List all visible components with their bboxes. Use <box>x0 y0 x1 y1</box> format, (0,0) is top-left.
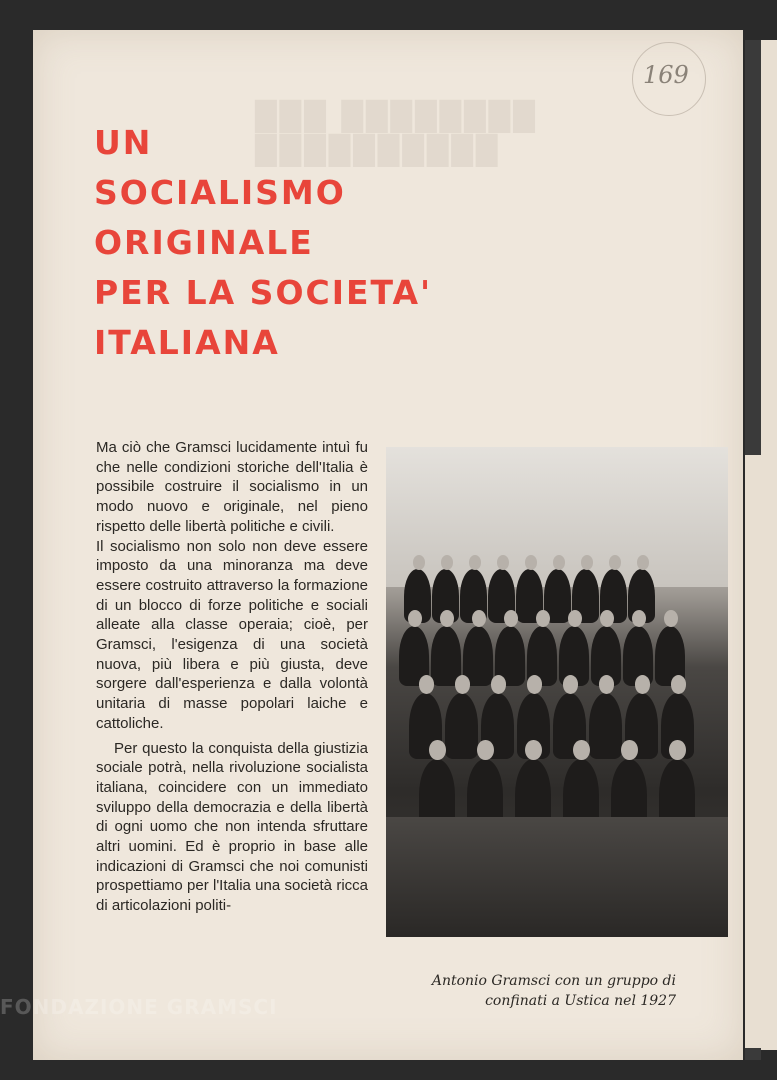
photo-person-head <box>525 740 542 760</box>
title-line: PER LA SOCIETA' <box>94 273 433 312</box>
photo-person <box>445 693 478 759</box>
photo-person-head <box>429 740 446 760</box>
photo-person-head <box>637 555 650 570</box>
page-edge-band <box>745 1048 761 1060</box>
show-through-text: ███ ████████ ██████████ <box>255 100 538 167</box>
photo-person-head <box>563 675 578 694</box>
photo-person-head <box>477 740 494 760</box>
title-line: UN <box>94 123 153 162</box>
photo-person-head <box>419 675 434 694</box>
photo-person-head <box>671 675 686 694</box>
photo-person-head <box>491 675 506 694</box>
photo-person-head <box>472 610 486 627</box>
photo-person-head <box>525 555 538 570</box>
photo-person-head <box>599 675 614 694</box>
photo-caption: Antonio Gramsci con un gruppo di confinati a Ustica nel 1927 <box>431 973 676 1009</box>
photo-person-head <box>635 675 650 694</box>
photo-person-head <box>568 610 582 627</box>
photo-person-head <box>664 610 678 627</box>
group-photo <box>386 447 728 937</box>
photo-person-head <box>553 555 566 570</box>
photo-person-head <box>504 610 518 627</box>
photo-person-head <box>413 555 426 570</box>
watermark: FONDAZIONE GRAMSCI <box>0 995 278 1019</box>
photo-person <box>589 693 622 759</box>
paragraph: Per questo la conquista della giustizia sociale potrà, nella rivoluzione socialista italiana, coincidere con un immediato sviluppo della democrazia e della libertà di ogni uomo che non intenda sfruttare altri uomini. Ed è proprio in base alle indicazioni di Gramsci che noi comunisti prospettiamo per l'Italia una società ricca di articolazioni politi- <box>96 739 368 915</box>
photo-person-head <box>669 740 686 760</box>
photo-ground <box>386 817 728 937</box>
photo-crowd <box>398 535 716 825</box>
photo-person-head <box>536 610 550 627</box>
article-body <box>96 438 368 916</box>
photo-person-head <box>469 555 482 570</box>
title-line: ORIGINALE <box>94 223 314 262</box>
photo-person-head <box>573 740 590 760</box>
article-title <box>94 118 432 368</box>
photo-person-head <box>455 675 470 694</box>
page-number-stamp <box>632 42 706 116</box>
photo-person-head <box>600 610 614 627</box>
page-edge-band <box>745 40 761 455</box>
photo-person-head <box>408 610 422 627</box>
photo-person-head <box>441 555 454 570</box>
photo-person-head <box>621 740 638 760</box>
photo-person-head <box>609 555 622 570</box>
photo-person-head <box>581 555 594 570</box>
photo-person-head <box>527 675 542 694</box>
page-number: 169 <box>643 61 689 89</box>
title-line: ITALIANA <box>94 323 280 362</box>
photo-person-head <box>440 610 454 627</box>
paragraph: Il socialismo non solo non deve essere imposto da una minoranza ma deve essere costruito attraverso la formazione di un blocco di forze politiche e sociali alleate alla classe operaia; cioè, per Gramsci, l'esigenza di una società nuova, più libera e più giusta, deve sorgere dall'esperienza e dalla volontà unitaria di masse popolari laiche e cattoliche. <box>96 537 368 732</box>
title-line: SOCIALISMO <box>94 173 346 212</box>
paragraph: Ma ciò che Gramsci lucidamente intuì fu che nelle condizioni storiche dell'Italia è possibile costruire il socialismo in un modo nuovo e originale, nel pieno rispetto delle libertà politiche e civili. <box>96 439 368 535</box>
photo-person-head <box>632 610 646 627</box>
photo-person-head <box>497 555 510 570</box>
adjacent-page-edge <box>745 40 777 1050</box>
